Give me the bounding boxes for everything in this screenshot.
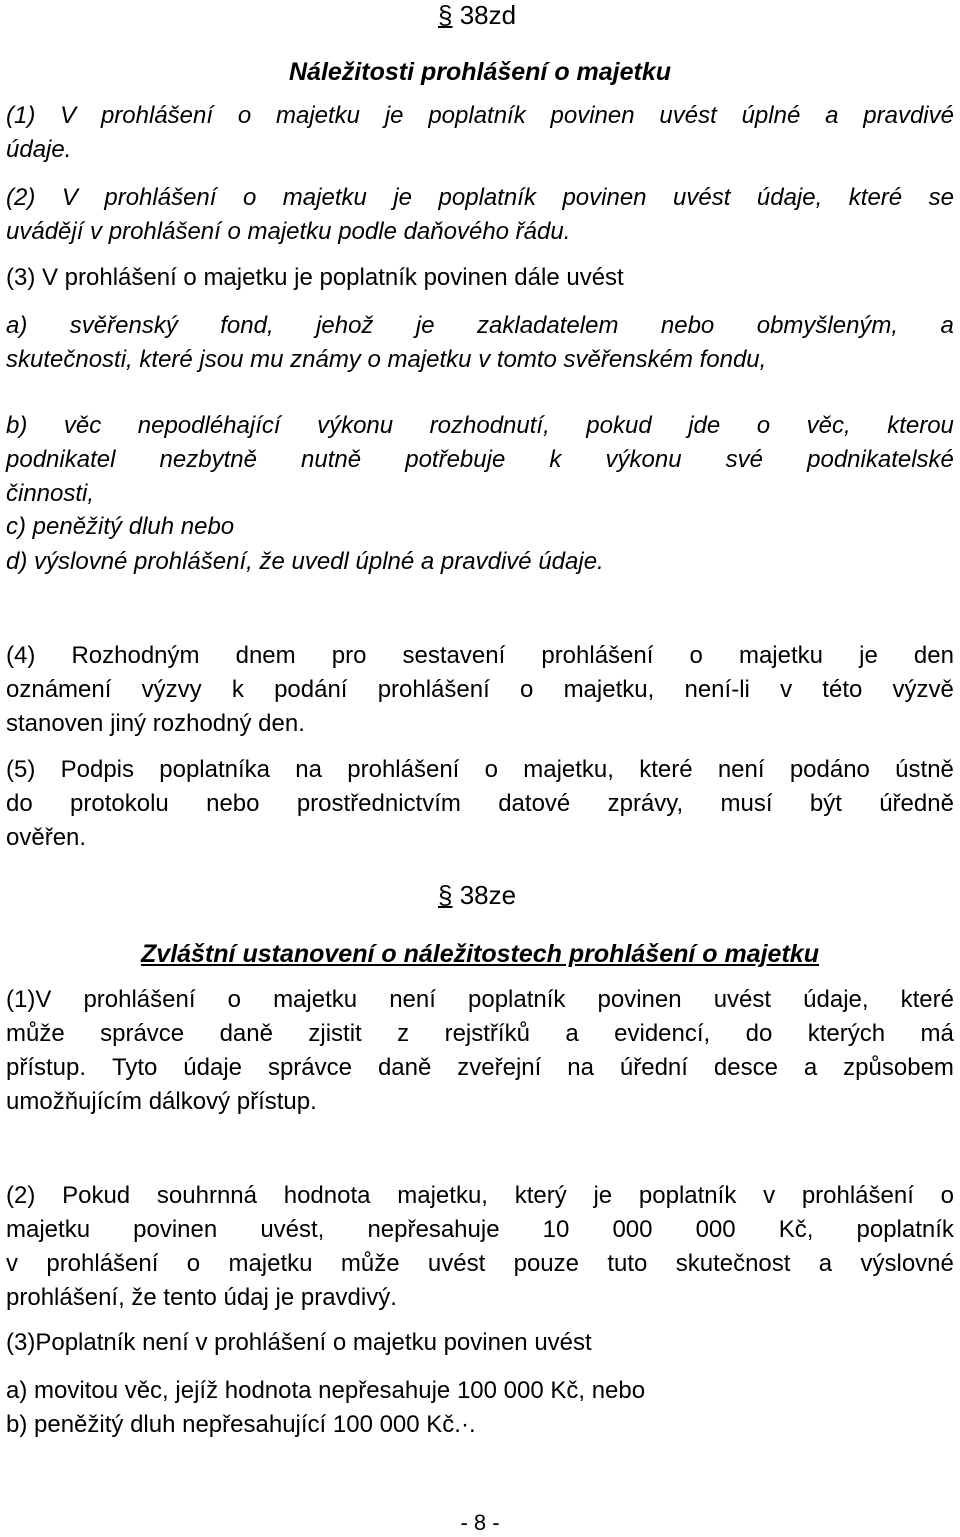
paragraph-line: b) peněžitý dluh nepřesahující 100 000 Kč.·.: [6, 1411, 476, 1438]
paragraph-line: ověřen.: [6, 824, 87, 851]
paragraph-line: v prohlášení o majetku může uvést pouze tuto skutečnost a výslovné: [6, 1250, 954, 1277]
paragraph-line: a) svěřenský fond, jehož je zakladatelem nebo obmyšleným, a: [6, 312, 954, 339]
paragraph-line: (1) V prohlášení o majetku je poplatník povinen uvést úplné a pravdivé: [6, 102, 954, 129]
paragraph-line: prohlášení, že tento údaj je pravdivý.: [6, 1284, 397, 1311]
section-symbol: §: [438, 0, 453, 30]
paragraph-line: může správce daně zjistit z rejstříků a evidencí, do kterých má: [6, 1020, 954, 1047]
paragraph-line: d) výslovné prohlášení, že uvedl úplné a pravdivé údaje.: [6, 548, 604, 575]
section-title: Náležitosti prohlášení o majetku: [288, 58, 672, 86]
page-number: - 8 -: [460, 1510, 500, 1535]
paragraph-line: a) movitou věc, jejíž hodnota nepřesahuje 100 000 Kč, nebo: [6, 1377, 646, 1404]
paragraph-line: umožňujícím dálkový přístup.: [6, 1088, 317, 1115]
paragraph-line: oznámení výzvy k podání prohlášení o majetku, není-li v této výzvě: [6, 676, 954, 703]
section-symbol: §: [438, 880, 453, 910]
section-heading-38ze: [438, 880, 516, 911]
paragraph-line: do protokolu nebo prostřednictvím datové zprávy, musí být úředně: [6, 790, 954, 817]
paragraph-line: (3) V prohlášení o majetku je poplatník povinen dále uvést: [6, 264, 624, 291]
paragraph-line: (3)Poplatník není v prohlášení o majetku povinen uvést: [6, 1329, 592, 1356]
paragraph-line: přístup. Tyto údaje správce daně zveřejní na úřední desce a způsobem: [6, 1054, 954, 1081]
paragraph-line: stanoven jiný rozhodný den.: [6, 710, 305, 737]
paragraph-line: (1)V prohlášení o majetku není poplatník povinen uvést údaje, které: [6, 986, 954, 1013]
paragraph-line: podnikatel nezbytně nutně potřebuje k výkonu své podnikatelské: [6, 446, 954, 473]
paragraph-line: uvádějí v prohlášení o majetku podle daňového řádu.: [6, 218, 571, 245]
section-number: 38ze: [459, 880, 517, 910]
paragraph-line: údaje.: [6, 136, 72, 163]
paragraph-line: b) věc nepodléhající výkonu rozhodnutí, pokud jde o věc, kterou: [6, 412, 954, 439]
paragraph-line: činnosti,: [6, 480, 95, 507]
paragraph-line: (2) Pokud souhrnná hodnota majetku, který je poplatník v prohlášení o: [6, 1182, 954, 1209]
paragraph-line: (2) V prohlášení o majetku je poplatník povinen uvést údaje, které se: [6, 184, 954, 211]
section-title: Zvláštní ustanovení o náležitostech prohlášení o majetku: [141, 940, 819, 968]
paragraph-line: (4) Rozhodným dnem pro sestavení prohlášení o majetku je den: [6, 642, 954, 669]
paragraph-line: c) peněžitý dluh nebo: [6, 513, 235, 540]
paragraph-line: skutečnosti, které jsou mu známy o majetku v tomto svěřenském fondu,: [6, 346, 767, 373]
section-number: 38zd: [459, 0, 517, 30]
paragraph-line: (5) Podpis poplatníka na prohlášení o majetku, které není podáno ústně: [6, 756, 954, 783]
section-heading-38zd: [438, 0, 516, 31]
paragraph-line: majetku povinen uvést, nepřesahuje 10 000 000 Kč, poplatník: [6, 1216, 954, 1243]
